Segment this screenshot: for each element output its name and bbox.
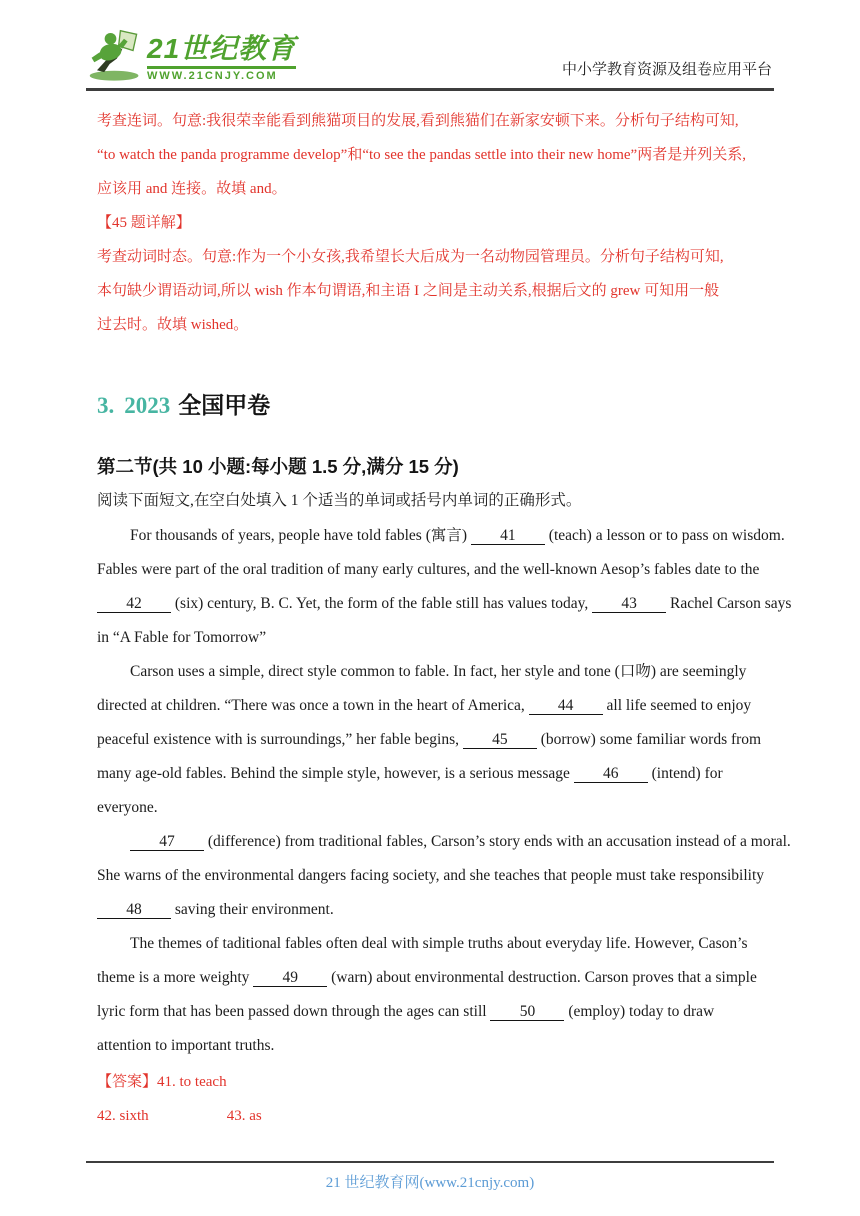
- section-year: 2023: [124, 393, 171, 418]
- text-line: Fables were part of the oral tradition of many early cultures, and the well-known Aesop’s fables date to the: [97, 560, 760, 578]
- blank-field-46: 46: [574, 766, 648, 783]
- blank-field-42: 42: [97, 596, 171, 613]
- answer-line-1: [97, 1065, 774, 1099]
- text-line: The themes of taditional fables often deal with simple truths about everyday life. However, Cason’s: [130, 934, 748, 952]
- section-number: 3.: [97, 393, 115, 418]
- instructions-text: 阅读下面短文,在空白处填入 1 个适当的单词或括号内单词的正确形式。: [97, 491, 582, 509]
- blank-field-50: 50: [490, 1004, 564, 1021]
- text-line: theme is a more weighty 49 (warn) about environmental destruction. Carson proves that a simple: [97, 968, 757, 986]
- footer-divider: [86, 1161, 774, 1163]
- text-line: 应该用 and 连接。故填 and。: [97, 181, 287, 197]
- text-line: 考查动词时态。句意:作为一个小女孩,我希望长大后成为一名动物园管理员。分析句子结构可知,: [97, 249, 724, 265]
- text-line: She warns of the environmental dangers facing society, and she teaches that people must take responsibility: [97, 866, 765, 884]
- brand-logo: [88, 28, 296, 82]
- text-line: 47 (difference) from traditional fables, Carson’s story ends with an accusation instead of a moral.: [97, 825, 774, 859]
- blank-field-47: 47: [130, 834, 204, 851]
- text-line: directed at children. “There was once a town in the heart of America, 44 all life seemed to enjoy: [97, 696, 752, 714]
- header: [0, 0, 860, 88]
- blank-field-41: 41: [471, 528, 545, 545]
- text-line: lyric form that has been passed down through the ages can still 50 (employ) today to draw: [97, 1002, 715, 1020]
- text-line: 48 saving their environment.: [97, 893, 774, 927]
- blank-field-48: 48: [97, 902, 171, 919]
- platform-title: 中小学教育资源及组卷应用平台: [561, 62, 772, 78]
- explanation-block: [97, 104, 774, 342]
- page-content: [0, 91, 860, 1133]
- answer-41: 41. to teach: [157, 1073, 227, 1090]
- brand-url: WWW.21CNJY.COM: [147, 66, 296, 82]
- text-line: 过去时。故填 wished。: [97, 317, 249, 333]
- answer-line-2: [97, 1099, 774, 1133]
- footer: [0, 1161, 860, 1216]
- footer-site-text: 21 世纪教育网(www.21cnjy.com): [325, 1175, 535, 1191]
- blank-field-44: 44: [529, 698, 603, 715]
- answer-label: 【答案】: [97, 1073, 158, 1090]
- section-title: 全国甲卷: [178, 392, 271, 418]
- text-line: in “A Fable for Tomorrow”: [97, 628, 267, 646]
- brand-name: 21世纪教育: [147, 33, 297, 64]
- text-line: 考查连词。句意:我很荣幸能看到熊猫项目的发展,看到熊猫们在新家安顿下来。分析句子结构可知,: [97, 113, 739, 129]
- text-line: everyone.: [97, 798, 158, 816]
- text-line: Carson uses a simple, direct style common to fable. In fact, her style and tone (口吻) are seemingly: [130, 662, 747, 680]
- blank-field-43: 43: [592, 596, 666, 613]
- text-line: many age-old fables. Behind the simple style, however, is a serious message 46 (intend) for: [97, 764, 723, 782]
- text-line: attention to important truths.: [97, 1036, 275, 1054]
- text-line: 本句缺少谓语动词,所以 wish 作本句谓语,和主语 I 之间是主动关系,根据后文的 grew 可知用一般: [97, 283, 720, 299]
- logo-text: [147, 35, 296, 82]
- runner-with-paper-icon: [88, 28, 142, 82]
- text-line: peaceful existence with is surroundings,” her fable begins, 45 (borrow) some familiar words from: [97, 730, 762, 748]
- blank-field-45: 45: [463, 732, 537, 749]
- passage-block: [97, 519, 792, 1063]
- text-line: 42 (six) century, B. C. Yet, the form of the fable still has values today, 43 Rachel Carson says: [97, 587, 774, 621]
- text-line: For thousands of years, people have told fables (寓言) 41 (teach) a lesson or to pass on wisdom.: [130, 526, 785, 544]
- text-line: 【45 题详解】: [97, 215, 191, 231]
- answer-42: 42. sixth: [97, 1107, 149, 1124]
- answers-block: [97, 1065, 774, 1133]
- part-heading: 第二节(共 10 小题:每小题 1.5 分,满分 15 分): [97, 455, 459, 477]
- answer-43: 43. as: [226, 1107, 262, 1124]
- text-line: “to watch the panda programme develop”和“to see the pandas settle into their new home”两者是并列关系,: [97, 147, 746, 163]
- blank-field-49: 49: [253, 970, 327, 987]
- section-heading: [97, 392, 774, 420]
